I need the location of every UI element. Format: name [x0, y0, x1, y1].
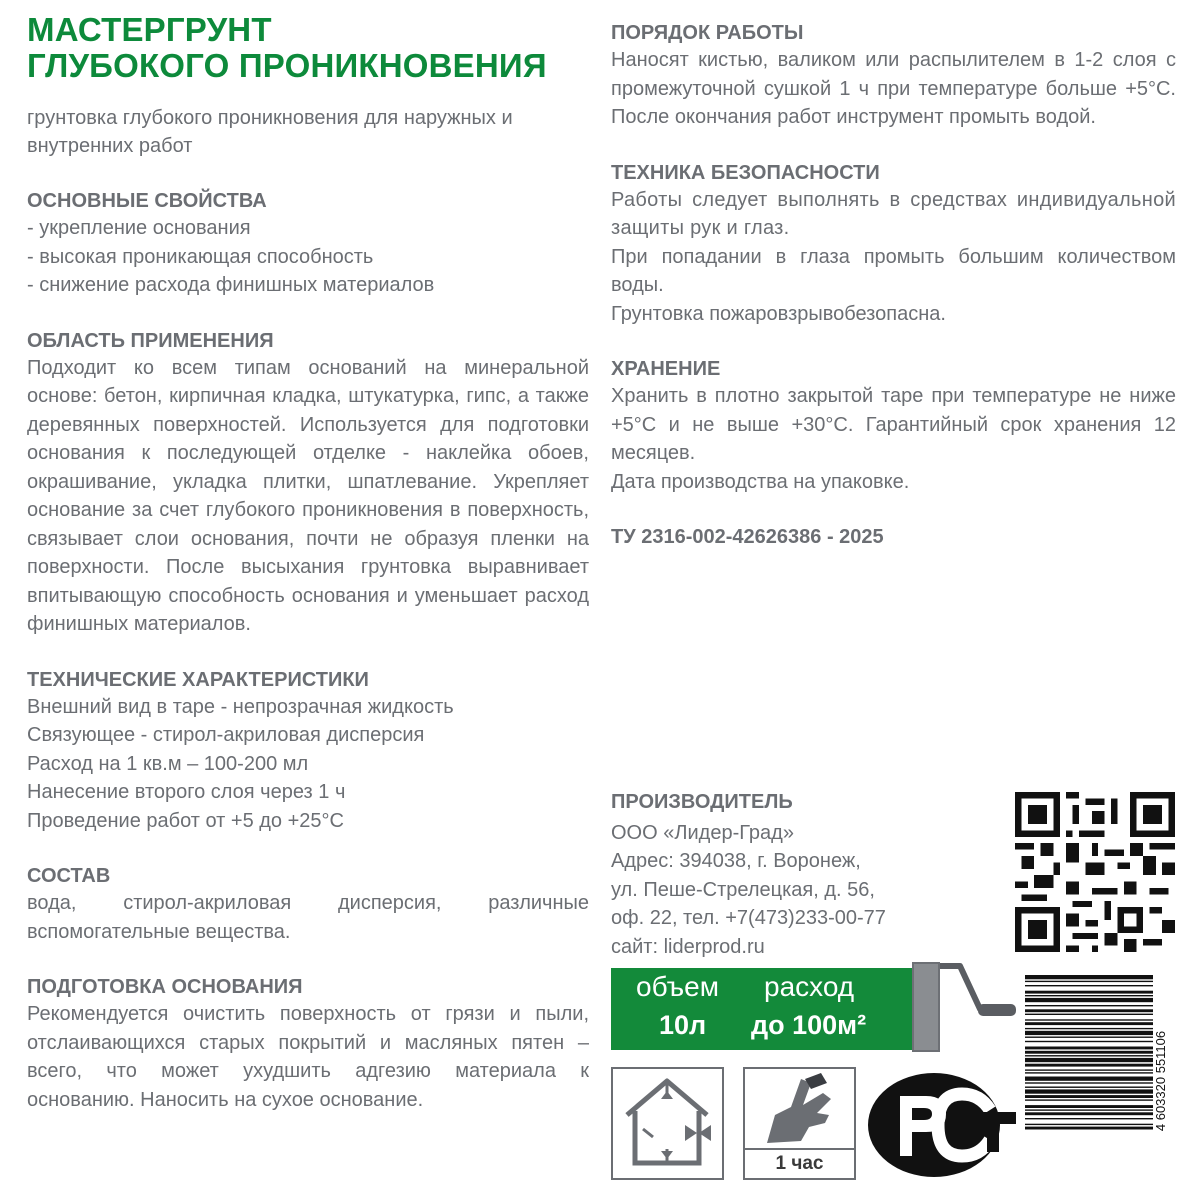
manufacturer-heading: ПРОИЗВОДИТЕЛЬ: [611, 791, 793, 813]
volume-label: объем: [636, 971, 720, 1002]
drying-time-icon: [743, 1067, 856, 1180]
barcode-bar: [1025, 995, 1153, 996]
consumption-label: расход: [764, 971, 855, 1002]
specs-heading: ТЕХНИЧЕСКИЕ ХАРАКТЕРИСТИКИ: [27, 668, 369, 691]
barcode-bar: [1025, 1019, 1153, 1020]
barcode-digits: 4 603320 551106: [1153, 1030, 1168, 1132]
rst-certification-icon: [866, 1070, 1016, 1180]
barcode-bar: [1025, 1005, 1153, 1006]
preparation-heading: ПОДГОТОВКА ОСНОВАНИЯ: [27, 976, 303, 998]
barcode-bar: [1025, 1064, 1153, 1067]
specs-list: [27, 693, 589, 836]
safety-text-3: Грунтовка пожаровзрывобезопасна.: [611, 302, 946, 325]
storage-section: [611, 356, 1176, 496]
product-subtitle: грунтовка глубокого проникновения для наружных и внутренних работ: [27, 107, 513, 157]
preparation-section: [27, 974, 589, 1114]
preparation-text: Рекомендуется очистить поверхность от грязи и пыли, отслаивающихся старых покрытий и масляных пятен – всего, что может ухудшить адгезию материала к основанию. Наносить на сухое основание.: [27, 1003, 589, 1111]
right-column: [611, 0, 1176, 550]
barcode-bar: [1025, 1109, 1153, 1110]
procedure-heading: ПОРЯДОК РАБОТЫ: [611, 22, 804, 44]
indoor-outdoor-icon: [611, 1067, 724, 1180]
application-heading: ОБЛАСТЬ ПРИМЕНЕНИЯ: [27, 329, 274, 352]
barcode-bar: [1025, 1058, 1153, 1062]
standard-code: ТУ 2316-002-42626386 - 2025: [611, 526, 884, 548]
barcode-bar: [1025, 1041, 1153, 1042]
list-item: - укрепление основания: [27, 217, 251, 239]
manufacturer-line: ул. Пеше-Стрелецкая, д. 56,: [611, 878, 875, 901]
barcode-bar: [1025, 1095, 1153, 1098]
application-text: Подходит ко всем типам оснований на минеральной основе: бетон, кирпичная кладка, штукатурка, гипс, а также деревянных поверхностей. Используется для подготовки основания к последующей отделке - наклейка обоев, окрашивание, укладка плитки, шпатлевание. Укрепляет основание за счет глубокого проникновения в поверхность, связывает слои основания, почти не образуя пленки на поверхности. После высыхания грунтовка выравнивает впитывающую способность основания и уменьшает расход финишных материалов.: [27, 356, 589, 635]
volume-consumption-banner: [611, 968, 914, 1050]
barcode-bar: [1025, 1105, 1153, 1108]
barcode-bar: [1025, 1037, 1153, 1038]
storage-text-1: Хранить в плотно закрытой таре при температуре не ниже +5°С и не выше +30°С. Гарантийный срок хранения 12 месяцев.: [611, 385, 1176, 464]
safety-text-1: Работы следует выполнять в средствах индивидуальной защиты рук и глаз.: [611, 188, 1176, 239]
composition-heading: СОСТАВ: [27, 865, 111, 887]
list-item: Проведение работ от +5 до +25°С: [27, 809, 344, 832]
drying-time-label: 1 час: [745, 1148, 854, 1178]
safety-section: [611, 160, 1176, 329]
safety-text-2: При попадании в глаза промыть большим количеством воды.: [611, 245, 1176, 296]
storage-text-2: Дата производства на упаковке.: [611, 470, 910, 493]
barcode-bar: [1025, 1055, 1153, 1056]
list-item: Связующее - стирол-акриловая дисперсия: [27, 724, 425, 746]
barcode-bar: [1025, 1047, 1153, 1050]
barcode-bar: [1025, 1009, 1153, 1012]
storage-heading: ХРАНЕНИЕ: [611, 358, 721, 380]
manufacturer-line: Адрес: 394038, г. Воронеж,: [611, 850, 861, 872]
manufacturer-line: ООО «Лидер-Град»: [611, 821, 794, 844]
barcode-bar: [1025, 1082, 1153, 1083]
barcode-bar: [1025, 1112, 1153, 1115]
barcode-bar: [1025, 981, 1153, 982]
barcode-bar: [1025, 1051, 1153, 1054]
manufacturer-block: [611, 788, 911, 961]
barcode-bar: [1025, 985, 1153, 986]
list-item: Внешний вид в таре - непрозрачная жидкость: [27, 695, 454, 718]
list-item: - высокая проникающая способность: [27, 245, 374, 268]
composition-text: вода, стирол-акриловая дисперсия, различные вспомогательные вещества.: [27, 892, 589, 943]
barcode-bar: [1025, 1022, 1153, 1025]
barcode-bar: [1025, 1127, 1153, 1130]
barcode-bar: [1025, 991, 1153, 994]
barcode-bar: [1025, 1099, 1153, 1100]
title-line-2: ГЛУБОКОГО ПРОНИКНОВЕНИЯ: [27, 47, 547, 84]
barcode-icon: [1025, 973, 1175, 1188]
procedure-text: Наносят кистью, валиком или распылителем в 1-2 слоя с промежуточной сушкой 1 ч при температуре больше +5°С. После окончания работ инструмент промыть водой.: [611, 49, 1176, 128]
manufacturer-line: оф. 22, тел. +7(473)233-00-77: [611, 907, 886, 929]
properties-list: [27, 214, 589, 300]
list-item: Расход на 1 кв.м – 100-200 мл: [27, 752, 309, 775]
left-column: [27, 0, 589, 1114]
procedure-section: [611, 20, 1176, 132]
list-item: Нанесение второго слоя через 1 ч: [27, 781, 346, 803]
title-line-1: МАСТЕРГРУНТ: [27, 11, 272, 48]
barcode-bar: [1025, 1118, 1153, 1119]
properties-section: [27, 188, 589, 300]
application-section: [27, 328, 589, 639]
barcode-bar: [1025, 1028, 1153, 1029]
barcode-bar: [1025, 1031, 1153, 1035]
standard-section: [611, 524, 1176, 550]
barcode-bar: [1025, 1089, 1153, 1093]
barcode-bar: [1025, 975, 1153, 979]
consumption-value: до 100м²: [751, 1010, 867, 1040]
properties-heading: ОСНОВНЫЕ СВОЙСТВА: [27, 190, 267, 212]
qr-code-icon: [1015, 792, 1175, 952]
composition-section: [27, 863, 589, 946]
paint-roller-icon: [910, 954, 1020, 1054]
barcode-bar: [1025, 1087, 1153, 1088]
list-item: - снижение расхода финишных материалов: [27, 274, 435, 296]
barcode-bar: [1025, 1069, 1153, 1070]
barcode-bar: [1025, 1072, 1153, 1073]
volume-value: 10л: [659, 1010, 707, 1040]
barcode-bar: [1025, 1077, 1153, 1081]
barcode-bar: [1025, 998, 1153, 1002]
barcode-bar: [1025, 1124, 1153, 1125]
safety-heading: ТЕХНИКА БЕЗОПАСНОСТИ: [611, 161, 880, 184]
specs-section: [27, 667, 589, 836]
manufacturer-line: сайт: liderprod.ru: [611, 935, 765, 958]
barcode-bar: [1025, 1014, 1153, 1015]
product-title: [27, 12, 589, 84]
